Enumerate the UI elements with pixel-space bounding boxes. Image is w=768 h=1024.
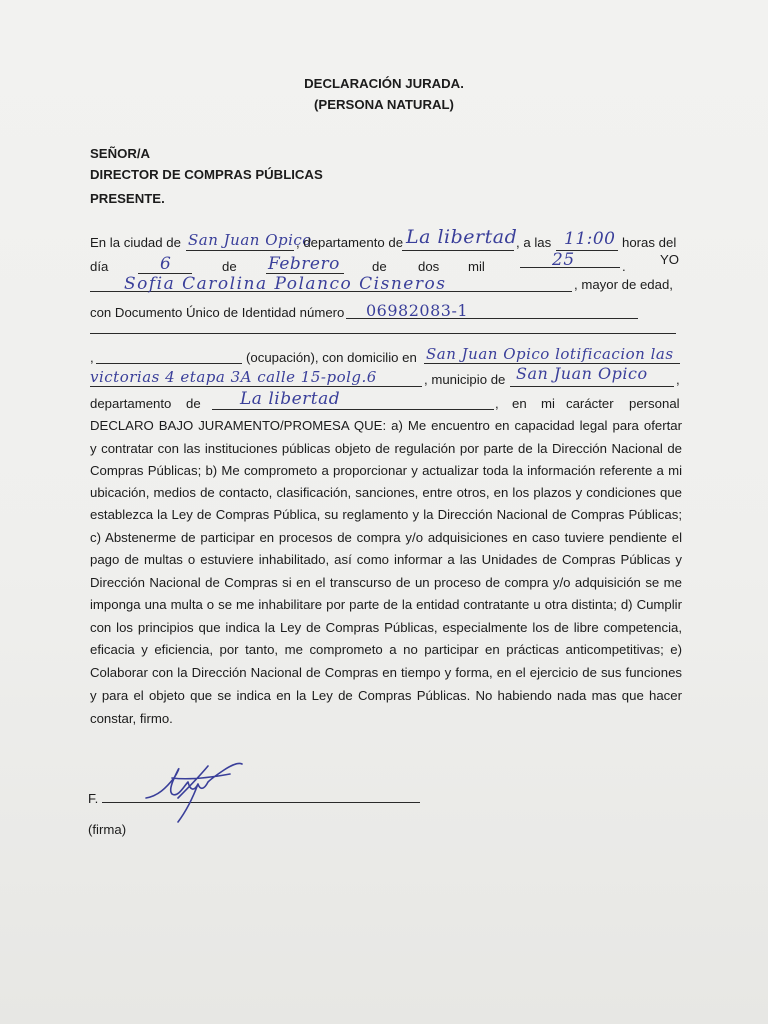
body-line-last: constar, firmo. xyxy=(90,711,173,726)
body-line: establezca la Ley de Compras Pública, su reglamento y la Dirección Nacional de Compras Públicas; xyxy=(90,507,682,522)
row8-label-de: de xyxy=(186,396,201,411)
handwritten-municipality: San Juan Opico xyxy=(516,364,648,383)
handwritten-address-2: victorias 4 etapa 3A calle 15-polg.6 xyxy=(90,368,377,386)
body-line: pago de multas o estuviere inhabilitado, así como informar a las Unidades de Compras Públicas y xyxy=(90,552,682,567)
row2-label-de2: de xyxy=(372,259,387,274)
row3-label-age: , mayor de edad, xyxy=(574,277,673,292)
body-line: Dirección Nacional de Compras si en el transcurso de un proceso de compra y/o adquisición se me xyxy=(90,575,682,590)
row2-label-day: día xyxy=(90,259,109,274)
row8-word-caracter: carácter xyxy=(566,396,614,411)
document-subtitle: (PERSONA NATURAL) xyxy=(314,97,454,112)
body-line: Colaborar con la Dirección Nacional de Compras en tiempo y forma, en el ejercicio de sus funciones xyxy=(90,665,682,680)
addressee-line-2: DIRECTOR DE COMPRAS PÚBLICAS xyxy=(90,167,323,182)
body-line: Compras Públicas; b) Me comprometo a proporcionar y actualizar toda la información referente a mi xyxy=(90,463,682,478)
body-line: eficacia y eficiencia, por tanto, me comprometo a no participar en prácticas anticompetitivas; e) xyxy=(90,642,682,657)
row1-label-of: horas del xyxy=(622,235,677,250)
row2-label-mil: mil xyxy=(468,259,485,274)
address-line-2 xyxy=(90,386,422,387)
body-line: y para el objeto que se indica en la Ley de Compras Públicas. No habiendo nada mas que hacer xyxy=(90,688,682,703)
handwritten-department: La libertad xyxy=(406,226,518,248)
blank-line xyxy=(90,333,676,334)
row8-word-mi: mi xyxy=(541,396,555,411)
body-line: y contratar con las instituciones públicas objeto de regulación por parte de la Dirección Nacional de xyxy=(90,441,682,456)
handwritten-year: 25 xyxy=(552,250,575,270)
body-line: DECLARO BAJO JURAMENTO/PROMESA QUE: a) Me encuentro en capacidad legal para ofertar xyxy=(90,418,682,433)
row4-label-dui: con Documento Único de Identidad número xyxy=(90,305,345,320)
handwritten-hour: 11:00 xyxy=(564,229,616,249)
addressee-line-1: SEÑOR/A xyxy=(90,146,151,161)
handwritten-city: San Juan Opico xyxy=(188,231,312,249)
occupation-line xyxy=(96,363,242,364)
department-line xyxy=(402,250,514,251)
row7-comma: , xyxy=(676,372,680,387)
municipality-line xyxy=(510,386,674,387)
signature-caption: (firma) xyxy=(88,822,127,837)
handwritten-day: 6 xyxy=(160,254,172,274)
row2-period: . xyxy=(622,259,626,274)
handwritten-name: Sofia Carolina Polanco Cisneros xyxy=(124,274,447,294)
row1-label-city: En la ciudad de xyxy=(90,235,181,250)
row1-label-department: , departamento de xyxy=(296,235,404,250)
department2-line xyxy=(212,409,494,410)
document-title: DECLARACIÓN JURADA. xyxy=(304,76,464,91)
city-line xyxy=(186,250,294,251)
handwritten-month: Febrero xyxy=(268,254,340,274)
addressee-line-3: PRESENTE. xyxy=(90,191,165,206)
body-line: c) Abstenerme de participar en procesos de compra y/o adquisiciones en caso tuviere pendiente el xyxy=(90,530,682,545)
handwritten-address-1: San Juan Opico lotificacion las xyxy=(426,345,674,363)
row2-label-yo: YO xyxy=(660,252,680,267)
row6-label-occupation: (ocupación), con domicilio en xyxy=(246,350,417,365)
row7-label-municipality: , municipio de xyxy=(424,372,506,387)
handwritten-department-2: La libertad xyxy=(240,389,341,409)
row6-comma: , xyxy=(90,350,94,365)
handwritten-signature xyxy=(138,748,258,828)
row2-label-dos: dos xyxy=(418,259,440,274)
row8-word-en: en xyxy=(512,396,527,411)
row2-label-de1: de xyxy=(222,259,237,274)
body-line: imponga una multa o se me inhabilitare por parte de la entidad contratante u otra distinta; d) Cumplir xyxy=(90,597,682,612)
row8-label-department: departamento xyxy=(90,396,172,411)
handwritten-dui: 06982083-1 xyxy=(366,301,469,320)
signature-prefix: F. xyxy=(88,791,99,806)
row8-comma: , xyxy=(495,396,499,411)
body-line: con los principios que indica la Ley de Compras Públicas, especialmente los de libre competencia, xyxy=(90,620,682,635)
body-line: ubicación, medios de contacto, clasificación, sanciones, entre otros, en los plazos y condiciones que xyxy=(90,485,682,500)
row1-label-hour: , a las xyxy=(516,235,552,250)
row8-word-personal: personal xyxy=(629,396,680,411)
